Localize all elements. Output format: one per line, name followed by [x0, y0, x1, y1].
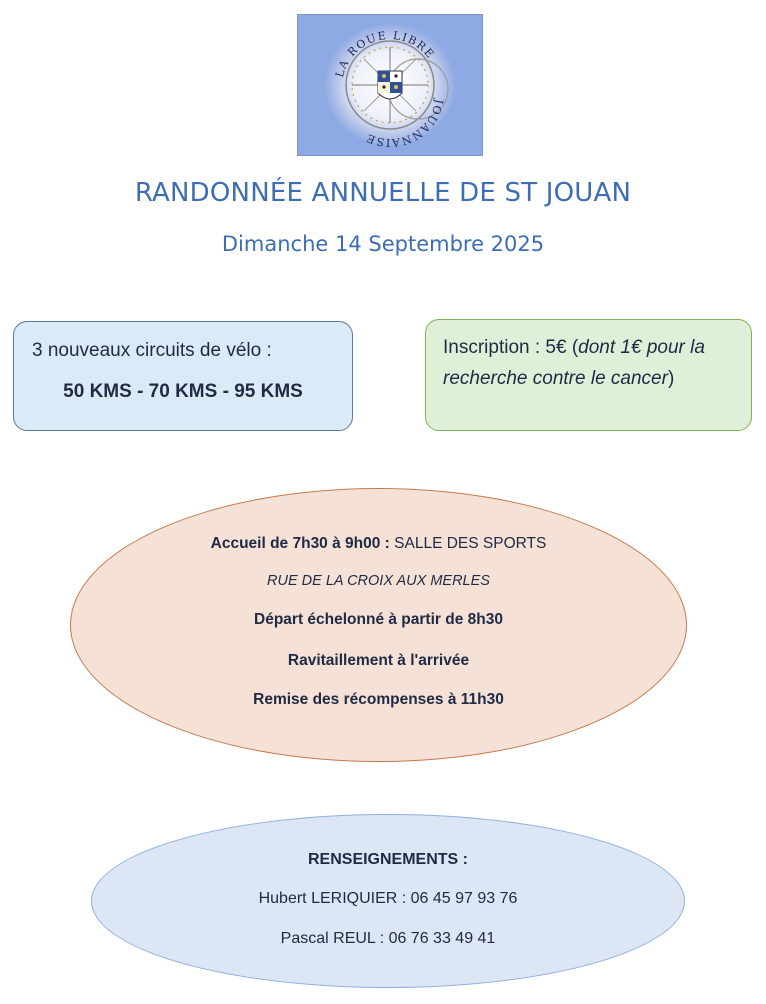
contact-ellipse — [91, 814, 685, 988]
accueil-label: Accueil de 7h30 à 9h00 : — [210, 535, 390, 552]
svg-text:JOUANNAISE: JOUANNAISE — [363, 98, 446, 150]
club-logo — [297, 14, 483, 156]
contact-person-2: Pascal REUL : 06 76 33 49 41 — [280, 930, 496, 947]
contact-person-1: Hubert LERIQUIER : 06 45 97 93 76 — [258, 890, 518, 907]
wheel-emblem-icon — [298, 15, 482, 155]
remise-line: Remise des récompenses à 11h30 — [253, 691, 504, 708]
circuits-distances: 50 KMS - 70 KMS - 95 KMS — [63, 381, 303, 402]
contact-heading: RENSEIGNEMENTS : — [307, 851, 468, 868]
page-title: RANDONNÉE ANNUELLE DE ST JOUAN — [134, 178, 632, 208]
event-info-ellipse — [70, 488, 687, 762]
inscription-box — [425, 319, 752, 431]
event-date: Dimanche 14 Septembre 2025 — [221, 232, 545, 256]
circuits-box — [13, 321, 353, 431]
inscription-close: ) — [667, 368, 675, 389]
depart-line: Départ échelonné à partir de 8h30 — [254, 611, 503, 628]
coat-of-arms-icon — [378, 71, 402, 99]
accueil-line — [71, 535, 686, 553]
inscription-label: Inscription : 5€ ( — [443, 337, 579, 358]
accueil-place: SALLE DES SPORTS — [389, 535, 547, 552]
street-line: RUE DE LA CROIX AUX MERLES — [267, 573, 490, 589]
inscription-note: dont 1€ pour la recherche contre le cancer — [443, 337, 705, 389]
circuits-intro: 3 nouveaux circuits de vélo : — [32, 340, 272, 361]
svg-text:LA ROUE LIBRE: LA ROUE LIBRE — [333, 28, 438, 79]
ravitaillement-line: Ravitaillement à l'arrivée — [287, 652, 470, 669]
